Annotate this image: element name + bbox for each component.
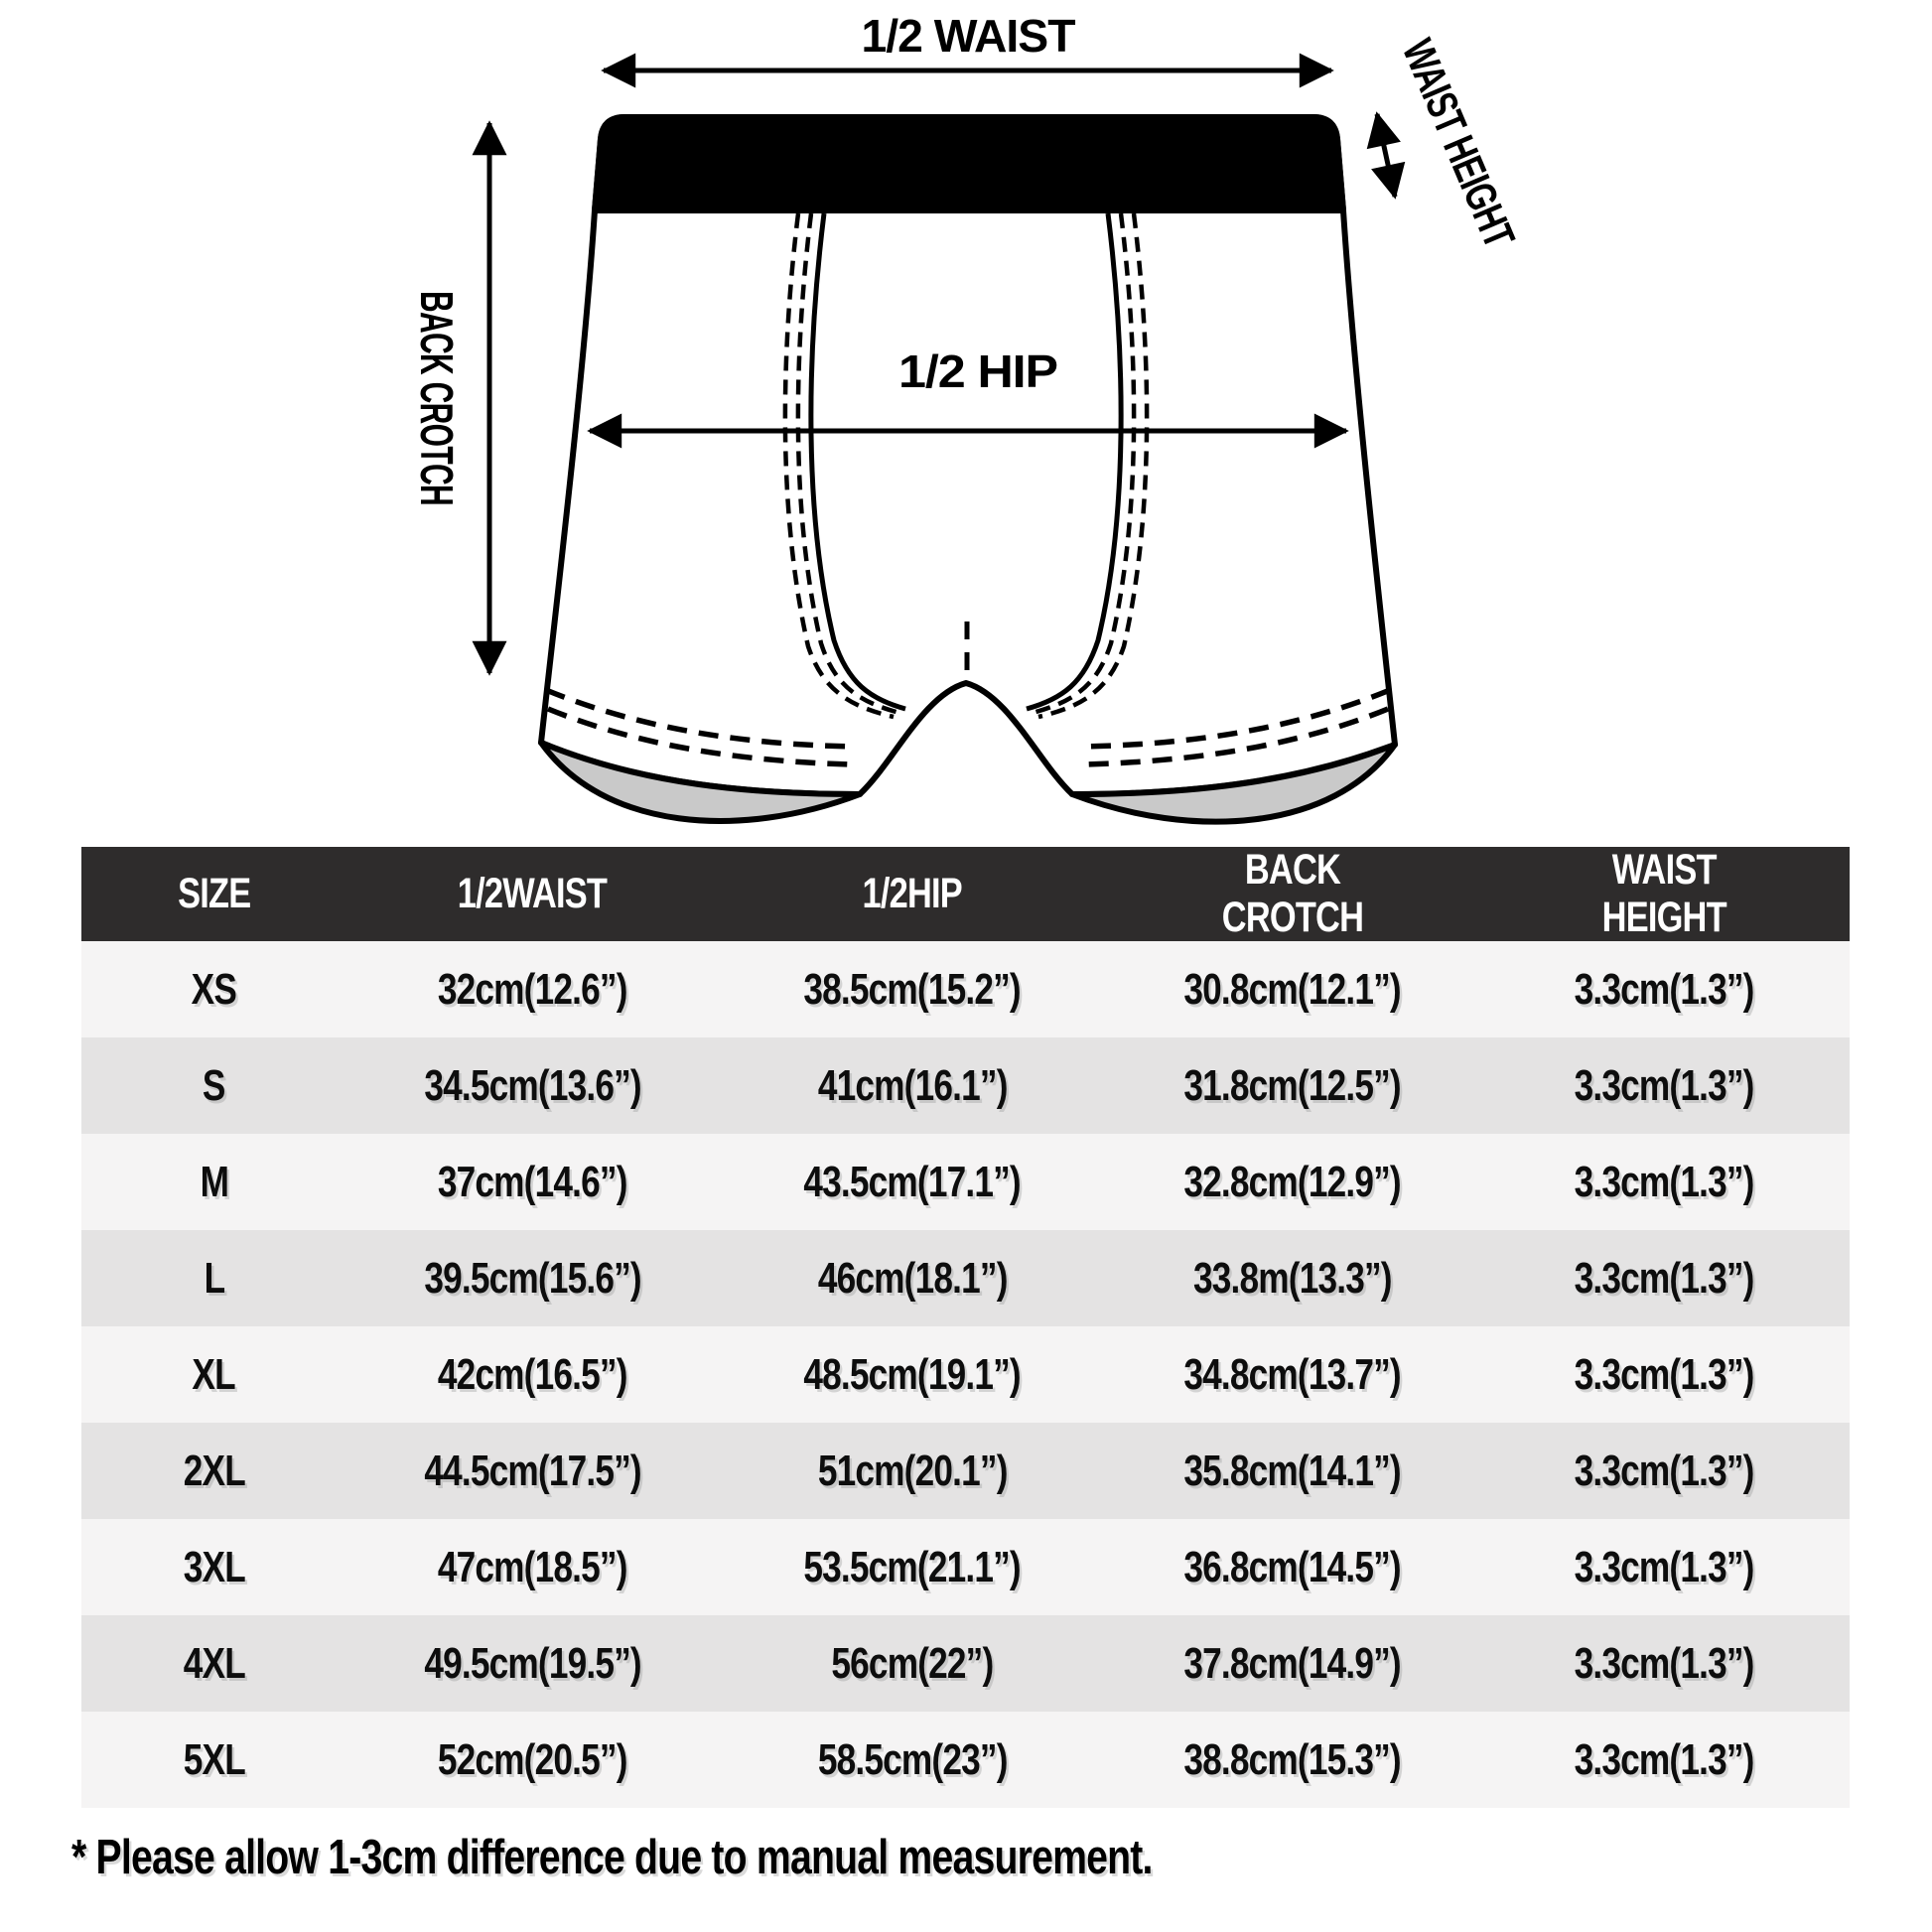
value-cell: 37.8cm(14.9”) xyxy=(1183,1638,1402,1688)
size-chart-table xyxy=(81,847,1850,1808)
size-cell: 3XL xyxy=(183,1542,245,1591)
table-row xyxy=(81,1519,1850,1615)
value-cell: 32cm(12.6”) xyxy=(437,964,627,1014)
header-cell: SIZE xyxy=(81,847,346,941)
header-cell: 1/2HIP xyxy=(718,847,1107,941)
value-cell: 58.5cm(23”) xyxy=(817,1734,1008,1784)
value-cell: 42cm(16.5”) xyxy=(437,1349,627,1399)
value-cell: 38.8cm(15.3”) xyxy=(1183,1734,1402,1784)
table-row xyxy=(81,1615,1850,1712)
header-cell: 1/2WAIST xyxy=(346,847,718,941)
half-hip-label: 1/2 HIP xyxy=(898,345,1058,397)
table-row xyxy=(81,1712,1850,1808)
value-cell: 49.5cm(19.5”) xyxy=(423,1638,641,1688)
header-row xyxy=(81,847,1850,941)
value-cell: 32.8cm(12.9”) xyxy=(1183,1157,1402,1206)
header-cell: BACK CROTCH xyxy=(1107,847,1478,941)
boxer-brief-measurement-diagram xyxy=(0,0,1932,846)
size-cell: 4XL xyxy=(183,1638,245,1688)
value-cell: 47cm(18.5”) xyxy=(437,1542,627,1591)
value-cell: 52cm(20.5”) xyxy=(437,1734,627,1784)
value-cell: 35.8cm(14.1”) xyxy=(1183,1446,1402,1495)
value-cell: 3.3cm(1.3”) xyxy=(1574,964,1754,1014)
value-cell: 48.5cm(19.1”) xyxy=(803,1349,1022,1399)
value-cell: 43.5cm(17.1”) xyxy=(803,1157,1022,1206)
size-cell: 2XL xyxy=(183,1446,245,1495)
size-cell: M xyxy=(200,1157,228,1206)
value-cell: 31.8cm(12.5”) xyxy=(1183,1060,1402,1110)
value-cell: 36.8cm(14.5”) xyxy=(1183,1542,1402,1591)
table-row xyxy=(81,1230,1850,1326)
value-cell: 30.8cm(12.1”) xyxy=(1183,964,1402,1014)
size-chart-header xyxy=(81,847,1850,941)
value-cell: 3.3cm(1.3”) xyxy=(1574,1542,1754,1591)
value-cell: 3.3cm(1.3”) xyxy=(1574,1060,1754,1110)
table-row xyxy=(81,1423,1850,1519)
header-cell: WAIST HEIGHT xyxy=(1478,847,1850,941)
value-cell: 3.3cm(1.3”) xyxy=(1574,1446,1754,1495)
value-cell: 51cm(20.1”) xyxy=(817,1446,1008,1495)
value-cell: 33.8m(13.3”) xyxy=(1193,1253,1392,1303)
back-crotch-label: BACK CROTCH xyxy=(411,291,463,621)
table-row xyxy=(81,941,1850,1037)
value-cell: 38.5cm(15.2”) xyxy=(803,964,1022,1014)
table-row xyxy=(81,1037,1850,1134)
size-cell: XL xyxy=(192,1349,236,1399)
value-cell: 44.5cm(17.5”) xyxy=(423,1446,641,1495)
half-waist-label: 1/2 WAIST xyxy=(861,10,1076,62)
waist-height-label: WAIST HEIGHT xyxy=(1392,32,1557,332)
value-cell: 3.3cm(1.3”) xyxy=(1574,1253,1754,1303)
table-row xyxy=(81,1134,1850,1230)
size-cell: S xyxy=(203,1060,225,1110)
value-cell: 53.5cm(21.1”) xyxy=(803,1542,1022,1591)
garment-outline xyxy=(541,117,1395,794)
measurement-note: * Please allow 1-3cm difference due to manual measurement. xyxy=(71,1831,1153,1884)
value-cell: 41cm(16.1”) xyxy=(817,1060,1008,1110)
value-cell: 34.8cm(13.7”) xyxy=(1183,1349,1402,1399)
table-row xyxy=(81,1326,1850,1423)
value-cell: 3.3cm(1.3”) xyxy=(1574,1157,1754,1206)
waistband xyxy=(595,117,1343,210)
size-cell: XS xyxy=(191,964,237,1014)
size-cell: 5XL xyxy=(183,1734,245,1784)
value-cell: 39.5cm(15.6”) xyxy=(423,1253,641,1303)
value-cell: 56cm(22”) xyxy=(831,1638,994,1688)
value-cell: 3.3cm(1.3”) xyxy=(1574,1638,1754,1688)
value-cell: 37cm(14.6”) xyxy=(437,1157,627,1206)
value-cell: 3.3cm(1.3”) xyxy=(1574,1734,1754,1784)
size-cell: L xyxy=(204,1253,224,1303)
size-chart-body xyxy=(81,941,1850,1808)
waist-height-arrow xyxy=(1377,114,1395,197)
value-cell: 3.3cm(1.3”) xyxy=(1574,1349,1754,1399)
value-cell: 34.5cm(13.6”) xyxy=(423,1060,641,1110)
value-cell: 46cm(18.1”) xyxy=(817,1253,1008,1303)
